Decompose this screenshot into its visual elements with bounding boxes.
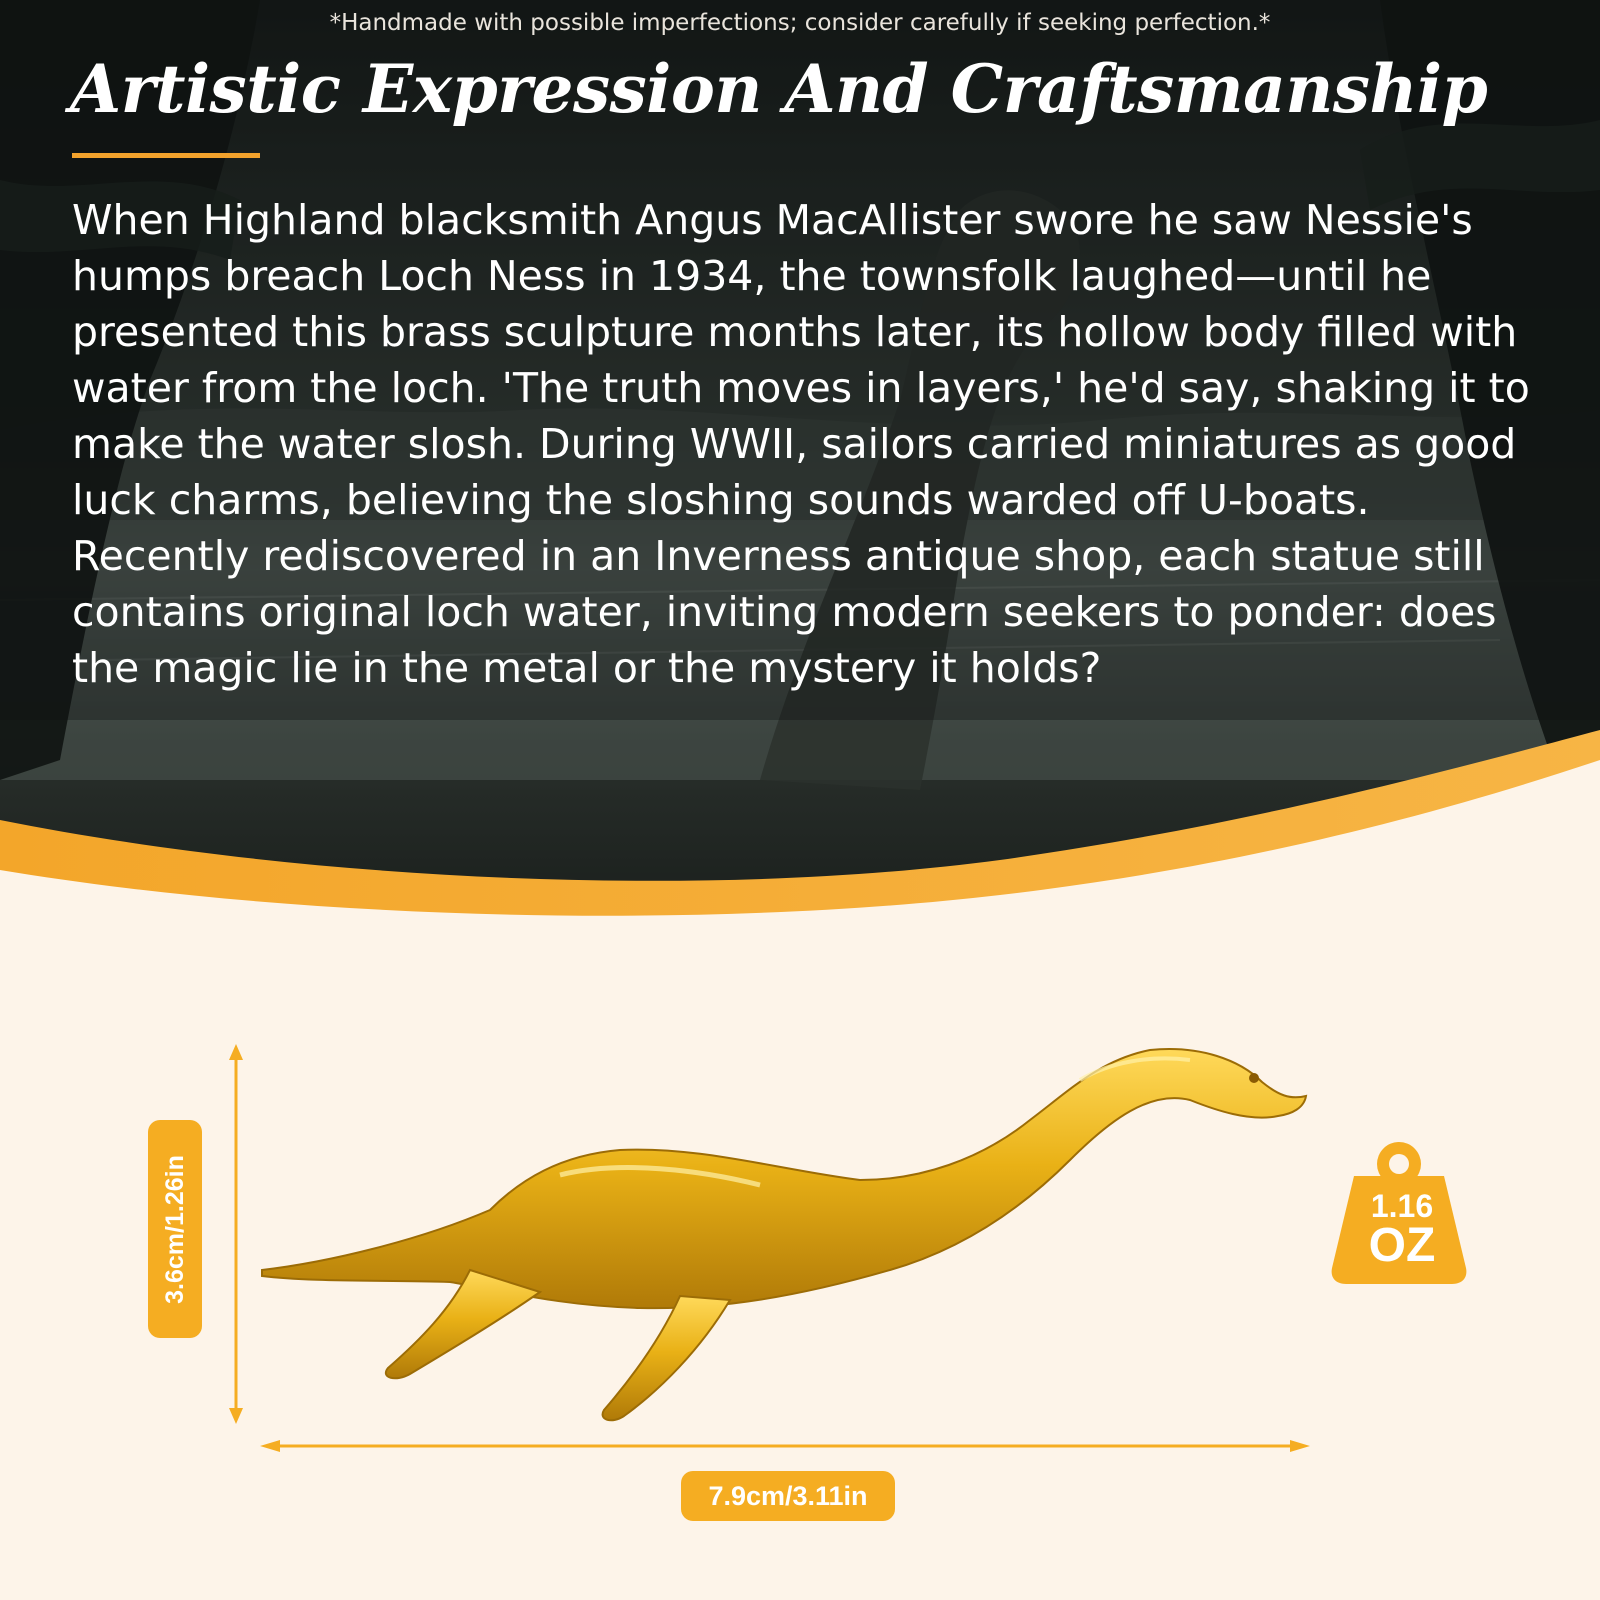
page-title: Artistic Expression And Craftsmanship bbox=[70, 50, 1488, 128]
weight-badge bbox=[1332, 1190, 1472, 1270]
story-paragraph: When Highland blacksmith Angus MacAllister swore he saw Nessie's humps breach Loch Ness in 1934, the townsfolk laughed—until he presented this brass sculpture months later, its hollow body filled with water from the loch. 'The truth moves in layers,' he'd say, shaking it to make the water slosh. During WWII, sailors carried miniatures as good luck charms, believing the sloshing sounds warded off U-boats. Recently rediscovered in an Inverness antique shop, each statue still contains original loch water, inviting modern seekers to ponder: does the magic lie in the metal or the mystery it holds? bbox=[72, 196, 1530, 692]
brass-nessie-figurine bbox=[262, 1049, 1306, 1420]
width-dimension-label: 7.9cm/3.11in bbox=[708, 1480, 868, 1511]
height-arrow bbox=[229, 1044, 243, 1424]
weight-value: 1.16 bbox=[1370, 1188, 1434, 1224]
height-dimension-label: 3.6cm/1.26in bbox=[160, 1154, 189, 1304]
width-arrow bbox=[260, 1440, 1310, 1452]
height-dimension-badge bbox=[148, 1120, 202, 1338]
width-dimension-badge bbox=[681, 1471, 895, 1521]
handmade-disclaimer: *Handmade with possible imperfections; consider carefully if seeking perfection.* bbox=[329, 10, 1271, 36]
weight-unit: OZ bbox=[1368, 1219, 1436, 1272]
